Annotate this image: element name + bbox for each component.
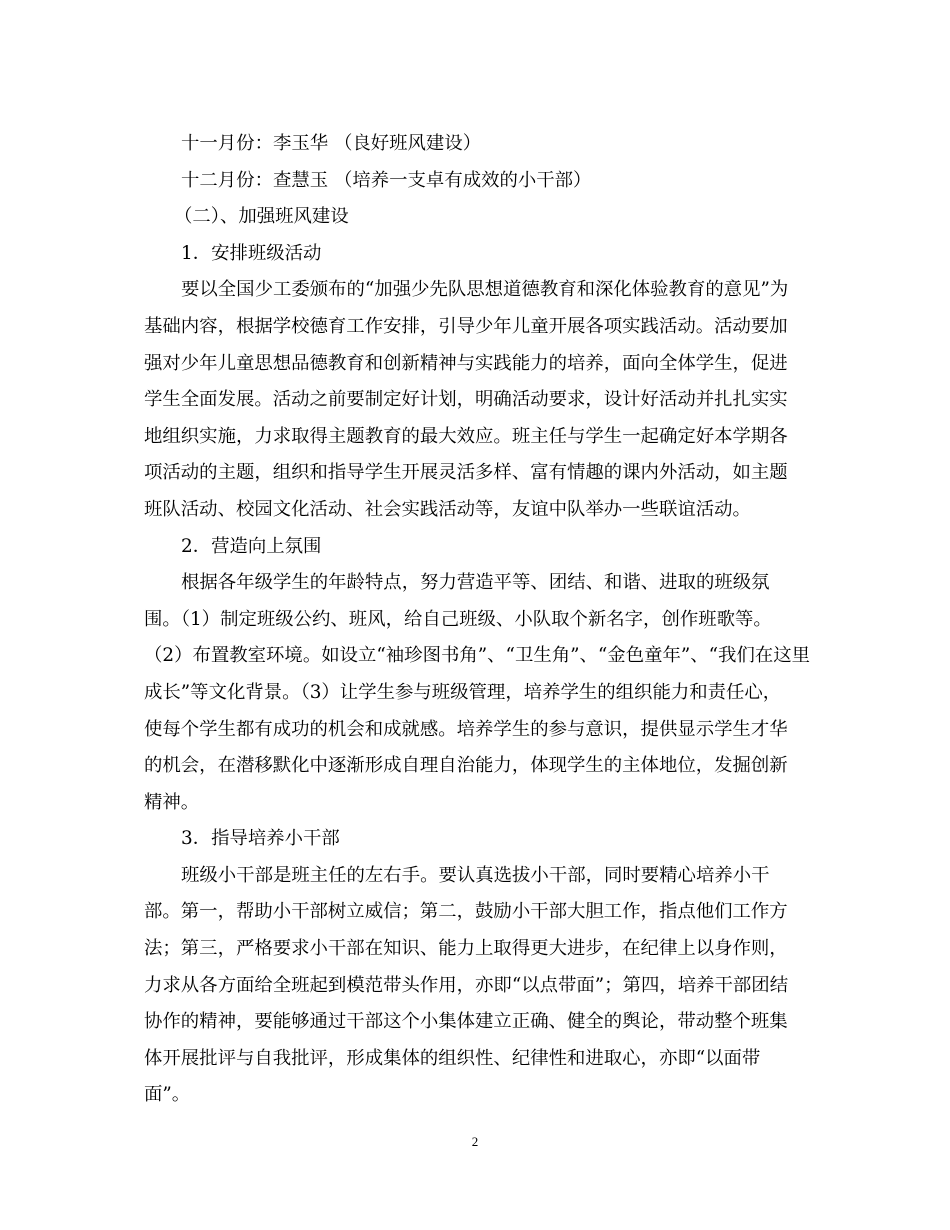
- subsection-heading: 2．营造向上氛围: [181, 535, 322, 557]
- text-line: 要以全国少工委颁布的“加强少先队思想道德教育和深化体验教育的意见”为: [181, 279, 789, 301]
- text-line: 十二月份：查慧玉 （培养一支卓有成效的小干部）: [181, 169, 592, 191]
- text-line: 的机会，在潜移默化中逐渐形成自理自治能力，体现学生的主体地位，发掘创新: [144, 755, 788, 777]
- text-line: 成长”等文化背景。（3）让学生参与班级管理，培养学生的组织能力和责任心，: [144, 681, 782, 703]
- text-line: 围。（1）制定班级公约、班风，给自己班级、小队取个新名字，创作班歌等。: [144, 608, 772, 630]
- text-line: 学生全面发展。活动之前要制定好计划，明确活动要求，设计好活动并扎扎实实: [144, 389, 788, 411]
- text-line: （2）布置教室环境。如设立“袖珍图书角”、“卫生角”、“金色童年”、“我们在这里: [144, 645, 811, 667]
- text-line: 面”。: [144, 1084, 191, 1106]
- text-line: 十一月份：李玉华 （良好班风建设）: [181, 133, 482, 154]
- text-line: 力求从各方面给全班起到模范带头作用，亦即“以点带面”；第四，培养干部团结: [144, 974, 789, 996]
- text-line: 根据各年级学生的年龄特点，努力营造平等、团结、和谐、进取的班级氛: [181, 572, 770, 594]
- text-line: 项活动的主题，组织和指导学生开展灵活多样、富有情趣的课内外活动，如主题: [144, 462, 788, 484]
- document-body: [144, 126, 810, 1114]
- text-line: 基础内容，根据学校德育工作安排，引导少年儿童开展各项实践活动。活动要加: [144, 315, 788, 337]
- text-line: 法；第三，严格要求小干部在知识、能力上取得更大进步，在纪律上以身作则，: [144, 938, 788, 960]
- section-heading: （二）、加强班风建设: [174, 206, 349, 228]
- text-line: 强对少年儿童思想品德教育和创新精神与实践能力的培养，面向全体学生，促进: [144, 352, 788, 374]
- page-number: 2: [471, 1134, 479, 1149]
- text-line: 协作的精神，要能够通过干部这个小集体建立正确、健全的舆论，带动整个班集: [144, 1011, 788, 1033]
- text-line: 部。第一，帮助小干部树立威信；第二，鼓励小干部大胆工作，指点他们工作方: [144, 901, 788, 923]
- text-line: 班级小干部是班主任的左右手。要认真选拔小干部，同时要精心培养小干: [181, 864, 770, 886]
- subsection-heading: 1．安排班级活动: [181, 242, 322, 264]
- text-line: 使每个学生都有成功的机会和成就感。培养学生的参与意识，提供显示学生才华: [144, 718, 788, 740]
- text-line: 体开展批评与自我批评，形成集体的组织性、纪律性和进取心，亦即“以面带: [144, 1047, 761, 1069]
- text-line: 精神。: [144, 791, 200, 813]
- subsection-heading: 3．指导培养小干部: [181, 828, 340, 850]
- text-line: 班队活动、校园文化活动、社会实践活动等，友谊中队举办一些联谊活动。: [144, 498, 751, 520]
- text-line: 地组织实施，力求取得主题教育的最大效应。班主任与学生一起确定好本学期各: [144, 425, 788, 447]
